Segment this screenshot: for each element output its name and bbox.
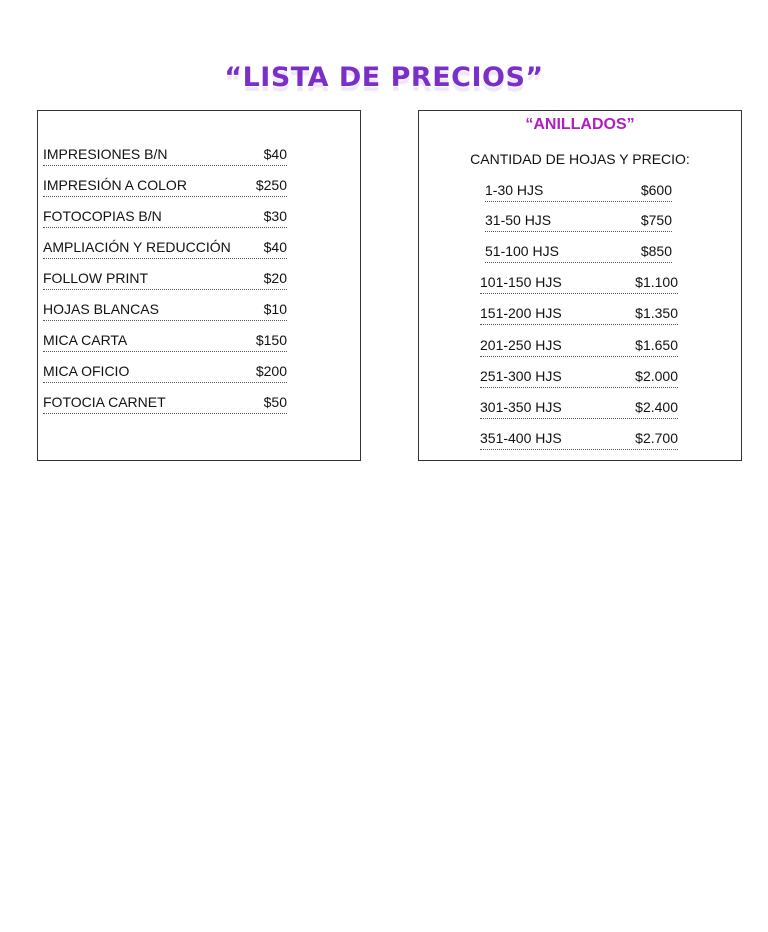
item-label: HOJAS BLANCAS (43, 301, 159, 317)
price-row (43, 393, 287, 414)
price-row (43, 362, 287, 383)
anillado-row (480, 336, 678, 357)
item-price: $40 (263, 146, 287, 162)
range-price: $750 (640, 212, 672, 228)
anillado-row (485, 242, 672, 263)
item-price: $250 (255, 177, 287, 193)
anillado-row (485, 181, 672, 202)
price-list-box (37, 110, 361, 461)
item-label: MICA OFICIO (43, 363, 130, 379)
price-row (43, 269, 287, 290)
item-label: IMPRESIONES B/N (43, 146, 168, 162)
item-price: $30 (263, 208, 287, 224)
price-row (43, 176, 287, 197)
anillados-box (418, 110, 742, 461)
price-row (43, 145, 287, 166)
range-label: 151-200 HJS (480, 305, 562, 321)
anillado-row (480, 304, 678, 325)
item-label: MICA CARTA (43, 332, 128, 348)
item-label: FOTOCOPIAS B/N (43, 208, 162, 224)
anillado-row (480, 273, 678, 294)
price-row (43, 207, 287, 228)
range-label: 201-250 HJS (480, 337, 562, 353)
range-price: $2.000 (635, 368, 678, 384)
page-title: “LISTA DE PRECIOS” (224, 62, 544, 93)
range-label: 31-50 HJS (485, 212, 552, 228)
range-label: 1-30 HJS (485, 182, 544, 198)
range-label: 101-150 HJS (480, 274, 562, 290)
anillados-title: “ANILLADOS” (525, 116, 635, 133)
item-label: IMPRESIÓN A COLOR (43, 177, 187, 193)
range-price: $2.700 (635, 430, 678, 446)
price-row (43, 238, 287, 259)
range-price: $2.400 (635, 399, 678, 415)
item-label: FOTOCIA CARNET (43, 394, 166, 410)
anillado-row (480, 367, 678, 388)
range-label: 51-100 HJS (485, 243, 559, 259)
range-price: $1.350 (635, 305, 678, 321)
item-price: $150 (255, 332, 287, 348)
item-price: $200 (255, 363, 287, 379)
item-label: FOLLOW PRINT (43, 270, 149, 286)
item-price: $10 (263, 301, 287, 317)
range-label: 351-400 HJS (480, 430, 562, 446)
price-row (43, 300, 287, 321)
range-price: $600 (640, 182, 672, 198)
price-row (43, 331, 287, 352)
range-price: $850 (640, 243, 672, 259)
anillados-subtitle: CANTIDAD DE HOJAS Y PRECIO: (470, 151, 690, 167)
item-price: $40 (263, 239, 287, 255)
anillado-row (485, 211, 672, 232)
item-price: $20 (263, 270, 287, 286)
range-price: $1.100 (635, 274, 678, 290)
item-price: $50 (263, 394, 287, 410)
range-label: 251-300 HJS (480, 368, 562, 384)
anillado-row (480, 398, 678, 419)
item-label: AMPLIACIÓN Y REDUCCIÓN (43, 239, 231, 255)
range-price: $1.650 (635, 337, 678, 353)
anillado-row (480, 429, 678, 450)
range-label: 301-350 HJS (480, 399, 562, 415)
